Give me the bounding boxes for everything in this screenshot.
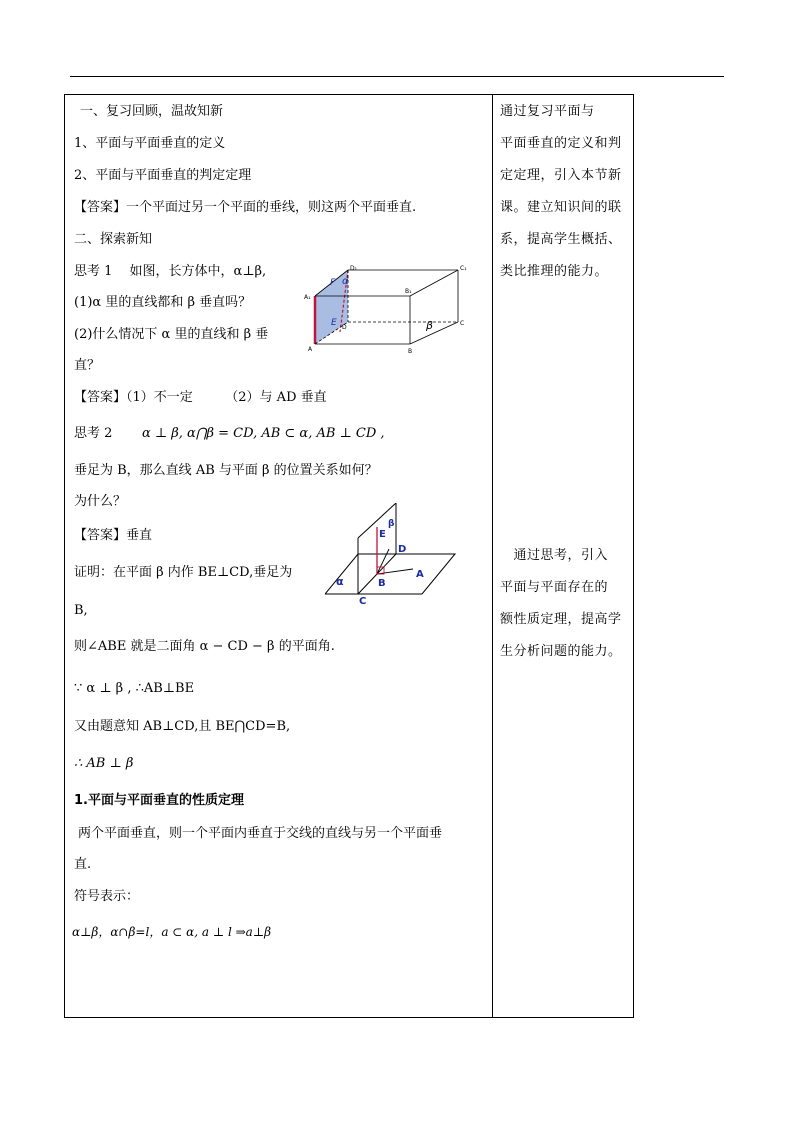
think1-question-1: (1)α 里的直线都和 β 垂直吗？ xyxy=(74,295,252,310)
note1-line: 通过复习平面与 xyxy=(500,104,595,119)
label-F: F xyxy=(330,278,336,288)
note1-line: 平面垂直的定义和判 xyxy=(500,136,622,151)
label-B1: B₁ xyxy=(405,288,412,295)
think2-formula: α ⊥ β, α⋂β = CD, AB ⊂ α, AB ⊥ CD , xyxy=(142,426,385,441)
proof-line-3: ∵ α ⊥ β , ∴AB⊥BE xyxy=(74,681,195,696)
label-B: B xyxy=(378,578,386,589)
note1-line: 系，提高学生概括、 xyxy=(500,232,622,247)
header-rule xyxy=(70,76,724,77)
think2-label: 思考 2 xyxy=(74,426,113,441)
think1-question-2-cont: 直？ xyxy=(74,358,101,373)
review-item-1: 1、平面与平面垂直的定义 xyxy=(74,136,226,151)
label-A: A xyxy=(308,346,313,353)
line-BE xyxy=(377,549,389,574)
label-C1: C₁ xyxy=(460,265,467,272)
note2-line: 额性质定理，提高学 xyxy=(500,612,622,627)
note2-line: 平面与平面存在的 xyxy=(500,580,609,595)
theorem-statement-cont: 直. xyxy=(74,857,92,872)
column-divider xyxy=(492,94,493,1018)
think2-question: 垂足为 B，那么直线 AB 与平面 β 的位置关系如何？ xyxy=(74,463,378,478)
label-E: E xyxy=(331,318,337,328)
teaching-note-2 xyxy=(500,540,628,668)
theorem-title: 1.平面与平面垂直的性质定理 xyxy=(74,793,244,808)
think1-answer: 【答案】（1）不一定 （2）与 AD 垂直 xyxy=(74,390,327,405)
label-beta: β xyxy=(388,519,395,529)
label-D: D xyxy=(342,324,347,331)
think2-answer: 【答案】垂直 xyxy=(74,528,153,543)
section1-heading: 一、复习回顾，温故知新 xyxy=(80,104,224,119)
section2-heading: 二、探索新知 xyxy=(74,232,153,247)
note1-line: 课。建立知识间的联 xyxy=(500,200,622,215)
theorem-symbol: α⊥β，α∩β=l，a ⊂ α, a ⊥ l ⇒a⊥β xyxy=(72,925,272,939)
cuboid-figure xyxy=(300,262,472,358)
review-answer: 【答案】一个平面过另一个平面的垂线，则这两个平面垂直. xyxy=(74,200,417,215)
think1-prompt: 思考 1 如图，长方体中，α⊥β, xyxy=(74,264,267,279)
think1-question-2: (2)什么情况下 α 里的直线和 β 垂 xyxy=(74,327,269,342)
symbol-label: 符号表示： xyxy=(74,889,140,904)
note1-line: 定定理，引入本节新 xyxy=(500,168,622,183)
proof-line-1: 证明：在平面 β 内作 BE⊥CD,垂足为 xyxy=(74,565,293,580)
label-B: B xyxy=(408,348,413,355)
line-BA xyxy=(377,569,413,574)
note1-line: 类比推理的能力。 xyxy=(500,264,609,279)
proof-conclusion: ∴ AB ⊥ β xyxy=(74,756,134,771)
note2-line: 生分析问题的能力。 xyxy=(500,644,622,659)
label-D: D xyxy=(398,544,407,555)
note2-line: 通过思考，引入 xyxy=(500,548,609,563)
think2-why: 为什么？ xyxy=(74,494,127,509)
label-alpha: α xyxy=(336,575,344,588)
theorem-statement: 两个平面垂直，则一个平面内垂直于交线的直线与另一个平面垂 xyxy=(78,826,443,841)
proof-line-1-cont: B, xyxy=(74,603,88,618)
label-alpha: α xyxy=(342,276,349,287)
label-C: C xyxy=(359,596,367,606)
label-C: C xyxy=(460,320,465,327)
label-beta: β xyxy=(426,319,434,332)
review-item-2: 2、平面与平面垂直的判定定理 xyxy=(74,168,252,183)
label-D1: D₁ xyxy=(350,265,358,272)
teaching-note-1 xyxy=(500,96,628,288)
label-A: A xyxy=(416,569,424,580)
label-E: E xyxy=(379,529,386,540)
perpendicular-planes-figure xyxy=(325,503,460,606)
proof-line-2: 则∠ABE 就是二面角 α − CD − β 的平面角. xyxy=(74,639,335,654)
label-A1: A₁ xyxy=(304,294,311,301)
proof-line-4: 又由题意知 AB⊥CD,且 BE⋂CD=B, xyxy=(74,719,291,734)
